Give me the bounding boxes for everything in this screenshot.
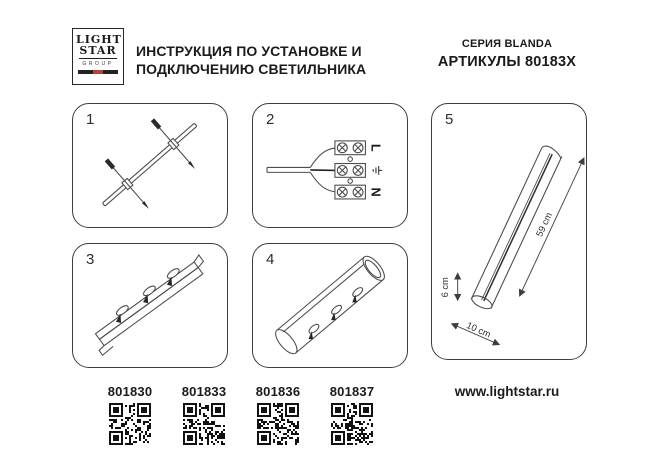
width-dimension xyxy=(452,320,499,344)
fixture-cylinder xyxy=(470,144,563,311)
page-title xyxy=(136,43,406,78)
live-terminal-label: L xyxy=(368,143,384,152)
fixture-base-drawing xyxy=(73,244,227,367)
ground-icon xyxy=(373,166,382,175)
step-panel-3 xyxy=(72,243,228,368)
neutral-terminal-label: N xyxy=(368,187,384,197)
article-number: 801833 xyxy=(181,384,227,399)
articles-label: АРТИКУЛЫ 80183X xyxy=(437,54,577,70)
dimension-drawing xyxy=(432,104,586,359)
step-panel-5 xyxy=(431,103,587,360)
step-panel-4 xyxy=(252,243,408,368)
product-column xyxy=(317,384,387,450)
terminal-block xyxy=(335,141,366,199)
logo-bar xyxy=(78,70,118,74)
lightstar-logo xyxy=(72,28,124,85)
tube-open-end xyxy=(359,253,388,284)
channel-right-tab xyxy=(192,255,204,268)
title-line-1: ИНСТРУКЦИЯ ПО УСТАНОВКЕ И xyxy=(136,43,362,60)
wiring-diagram xyxy=(253,104,407,227)
title-line-2: ПОДКЛЮЧЕНИЮ СВЕТИЛЬНИКА xyxy=(136,60,367,77)
article-number: 801830 xyxy=(107,384,153,399)
diameter-dimension-label: 6 cm xyxy=(439,277,450,298)
logo-red-mark xyxy=(93,70,103,74)
article-number: 801836 xyxy=(255,384,301,399)
mounting-strip xyxy=(102,123,197,206)
screw-head-icon xyxy=(138,284,160,305)
width-dimension-label: 10 cm xyxy=(464,320,493,340)
website-url: www.lightstar.ru xyxy=(454,384,560,399)
step-number: 5 xyxy=(445,111,454,128)
screw-head-icon xyxy=(162,267,184,288)
product-column xyxy=(169,384,239,450)
mounting-bar-drawing xyxy=(73,104,227,227)
supply-cable-icon xyxy=(267,148,335,192)
channel-front-face xyxy=(99,268,202,346)
step-number: 3 xyxy=(86,251,95,268)
qr-code xyxy=(109,403,151,445)
logo-divider xyxy=(79,58,117,59)
qr-code xyxy=(257,403,299,445)
step-number: 4 xyxy=(266,251,275,268)
step-panel-2 xyxy=(252,103,408,228)
tube-cover-drawing xyxy=(253,244,407,367)
screw-icon xyxy=(105,159,150,210)
diameter-dimension xyxy=(440,273,458,300)
logo-word-group: GROUP xyxy=(82,61,114,67)
length-dimension-label: 59 cm xyxy=(534,210,555,239)
logo-word-star: STAR xyxy=(79,44,117,57)
step-panel-1 xyxy=(72,103,228,228)
screw-head-icon xyxy=(111,304,133,325)
step-number: 1 xyxy=(86,111,95,128)
series-name: СЕРИЯ BLANDA xyxy=(461,38,553,50)
series-block xyxy=(426,38,588,70)
logo-word-light: LIGHT xyxy=(76,33,122,46)
qr-code xyxy=(183,403,225,445)
screw-icon xyxy=(151,119,196,170)
step-number: 2 xyxy=(266,111,275,128)
product-column xyxy=(243,384,313,450)
article-number: 801837 xyxy=(329,384,375,399)
tube-near-end xyxy=(272,326,301,357)
product-column xyxy=(95,384,165,450)
qr-code xyxy=(331,403,373,445)
